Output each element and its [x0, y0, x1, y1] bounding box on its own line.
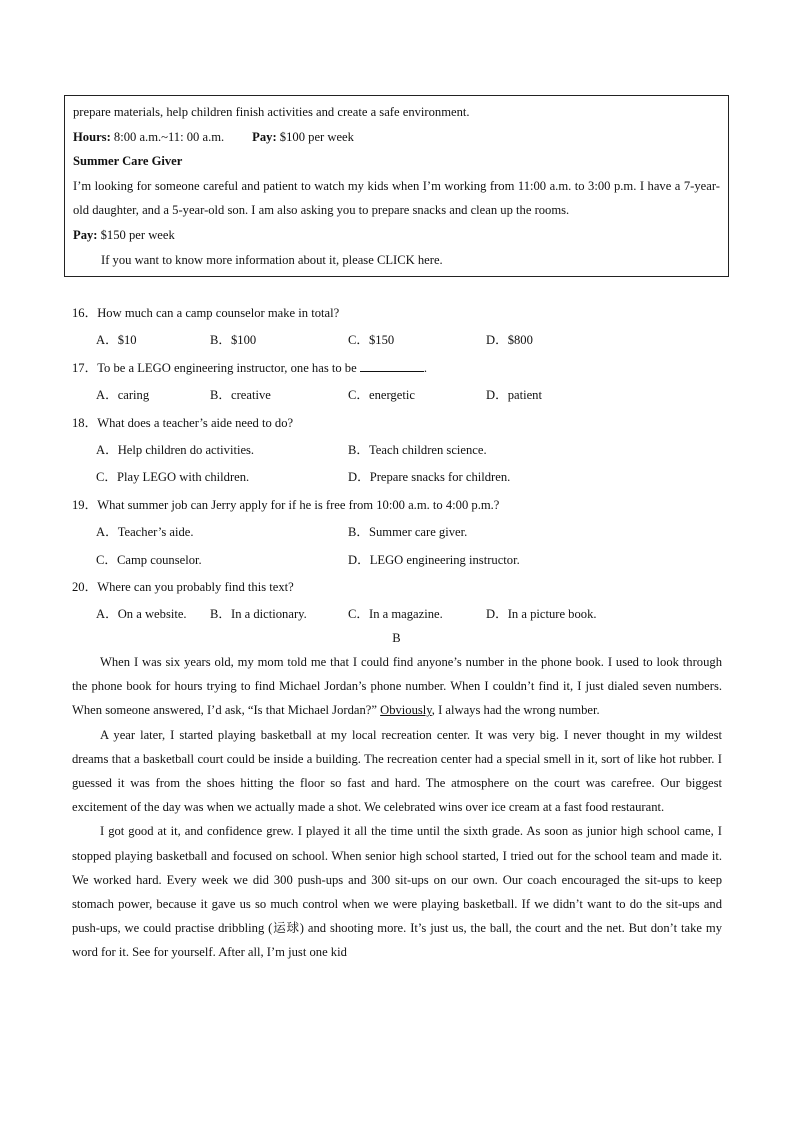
question-16-options: [72, 327, 724, 354]
hours-label: Hours:: [73, 129, 111, 144]
option-b[interactable]: B．Summer care giver.: [348, 525, 468, 540]
option-a[interactable]: A．caring: [96, 388, 150, 403]
question-19-options-row-2: [72, 547, 724, 574]
answer-blank: [360, 358, 424, 372]
question-17-options: [72, 382, 724, 409]
option-a[interactable]: A．Teacher’s aide.: [96, 525, 194, 540]
pay-label: Pay:: [252, 129, 277, 144]
question-19: 19．What summer job can Jerry apply for if he is free from 10:00 a.m. to 4:00 p.m.?: [72, 497, 500, 512]
option-d[interactable]: D．Prepare snacks for children.: [348, 470, 511, 485]
option-c[interactable]: C．$150: [348, 333, 395, 348]
paragraph-2: A year later, I started playing basketball at my local recreation center. It was very big. I never thought in my wildest dreams that a basketball court could be inside a building. The recreation center had a special smell in it, sort of like hot rubber. I guessed it was from the shoes hitting the floor so fast and hard. The atmosphere on the court was carefree. Our biggest excitement of the day was when we actually made a shot. We celebrated wins over ice cream at a fast food restaurant.: [72, 727, 722, 815]
option-a[interactable]: A．On a website.: [96, 607, 187, 622]
option-b[interactable]: B．creative: [210, 388, 271, 403]
pay2-value: $150 per week: [97, 227, 175, 242]
option-d[interactable]: D．patient: [486, 388, 542, 403]
option-c[interactable]: C．Play LEGO with children.: [96, 470, 250, 485]
paragraph-1-text: When I was six years old, my mom told me that I could find anyone’s number in the phone book. I used to look through the phone book for hours trying to find Michael Jordan’s phone number. When I couldn’t find it, I just dialed seven numbers. When someone answered, I’d ask, “Is that Michael Jordan?”: [72, 655, 722, 718]
question-17-end: .: [423, 360, 427, 375]
option-c[interactable]: C．Camp counselor.: [96, 552, 202, 567]
box-line-1: prepare materials, help children finish activities and create a safe environment.: [73, 105, 470, 119]
pay-value: $100 per week: [276, 129, 354, 144]
reading-passage-b: [72, 650, 722, 965]
question-20-options: [72, 601, 724, 628]
job-ads-box: [64, 95, 729, 277]
questions-section: [72, 300, 724, 629]
option-c[interactable]: C．In a magazine.: [348, 607, 443, 622]
hours-pay-line: [73, 125, 720, 150]
question-18: 18．What does a teacher’s aide need to do?: [72, 415, 294, 430]
option-b[interactable]: B．$100: [210, 333, 257, 348]
more-info-link[interactable]: If you want to know more information about it, please CLICK here.: [101, 252, 443, 267]
pay2-label: Pay:: [73, 227, 98, 242]
option-d[interactable]: D．In a picture book.: [486, 607, 597, 622]
question-17-text: 17．To be a LEGO engineering instructor, one has to be: [72, 360, 360, 375]
question-17: [72, 355, 724, 382]
question-16: 16．How much can a camp counselor make in total?: [72, 306, 340, 320]
question-20: 20．Where can you probably find this text?: [72, 579, 294, 594]
option-c[interactable]: C．energetic: [348, 388, 415, 403]
option-d[interactable]: D．$800: [486, 333, 533, 348]
option-b[interactable]: B．In a dictionary.: [210, 607, 307, 622]
option-d[interactable]: D．LEGO engineering instructor.: [348, 552, 520, 567]
question-19-options-row-1: [72, 519, 724, 546]
option-a[interactable]: A．Help children do activities.: [96, 442, 255, 457]
question-18-options-row-1: [72, 437, 724, 464]
question-18-options-row-2: [72, 464, 724, 491]
section-b-heading: B: [392, 631, 401, 645]
option-b[interactable]: B．Teach children science.: [348, 442, 487, 457]
care-giver-description: I’m looking for someone careful and patient to watch my kids when I’m working from 11:00 a.m. to 3:00 p.m. I have a 7-year-old daughter, and a 5-year-old son. I am also asking you to prepare snacks and clean up the rooms.: [73, 178, 720, 218]
more-info-line: [73, 248, 720, 273]
hours-value: 8:00 a.m.~11: 00 a.m.: [110, 129, 225, 144]
paragraph-1: [72, 650, 722, 723]
option-a[interactable]: A．$10: [96, 333, 137, 348]
pay-line-2: [73, 223, 720, 248]
paragraph-1-end: , I always had the wrong number.: [431, 703, 600, 718]
paragraph-3: I got good at it, and confidence grew. I played it all the time until the sixth grade. As soon as junior high school came, I stopped playing basketball and focused on school. When senior high school started, I tried out for the school team and made it. We worked hard. Every week we did 300 push-ups and 300 sit-ups on our own. Our coach encouraged the sit-ups to keep stomach power, because it gave us so much control when we were playing basketball. If we didn’t want to do the sit-ups and push-ups, we could practise dribbling (运球) and shooting more. It’s just us, the ball, the court and the net. But don’t take my word for it. See for yourself. After all, I’m just one kid: [72, 824, 722, 960]
underlined-word: Obviously: [380, 703, 432, 718]
job-title-summer-care-giver: Summer Care Giver: [73, 154, 183, 169]
